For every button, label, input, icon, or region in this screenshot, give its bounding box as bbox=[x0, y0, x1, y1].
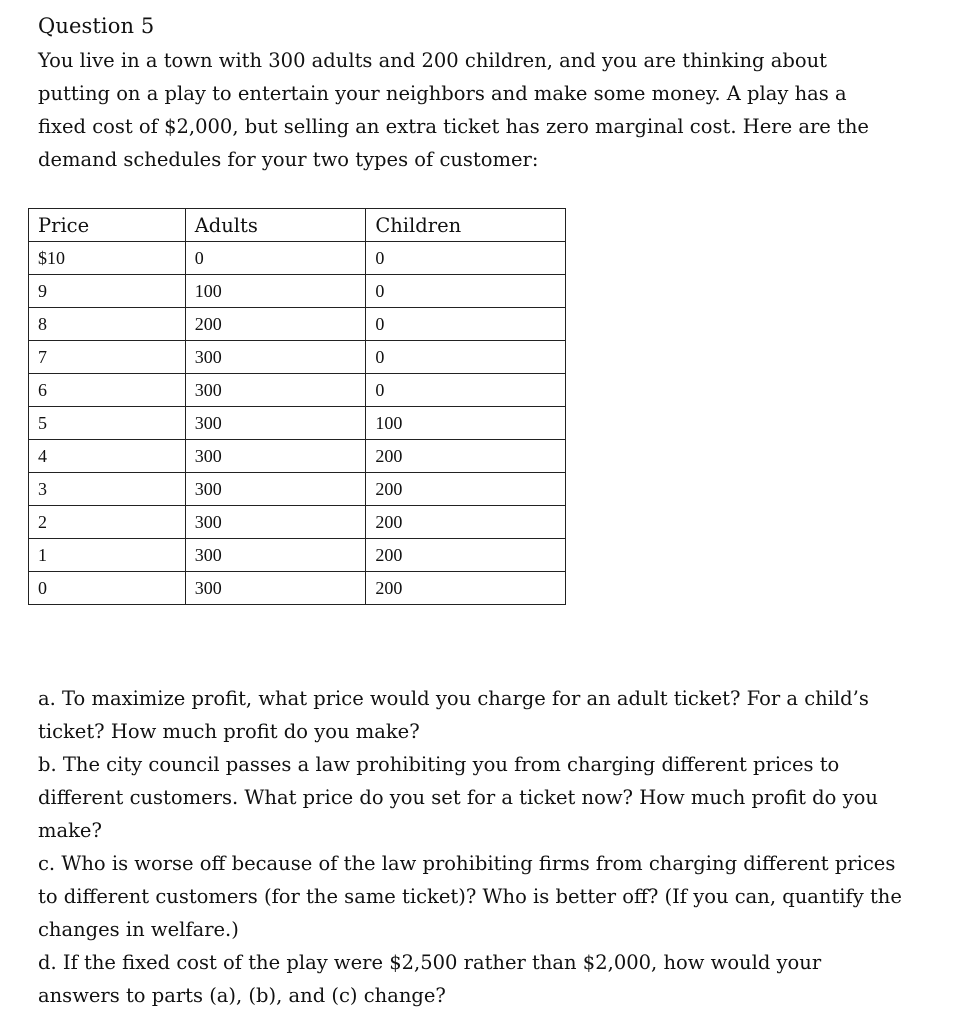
adults-cell: 0 bbox=[185, 242, 366, 275]
adults-cell: 100 bbox=[185, 275, 366, 308]
table-row bbox=[29, 572, 566, 605]
children-cell: 0 bbox=[366, 275, 566, 308]
intro-line: putting on a play to entertain your neighbors and make some money. A play has a bbox=[38, 82, 847, 105]
intro-paragraph bbox=[38, 44, 948, 176]
children-cell: 0 bbox=[366, 374, 566, 407]
question-c-line: c. Who is worse off because of the law prohibiting firms from charging different prices bbox=[38, 852, 896, 875]
intro-line: fixed cost of $2,000, but selling an extra ticket has zero marginal cost. Here are the bbox=[38, 115, 869, 138]
table-row bbox=[29, 539, 566, 572]
question-title: Question 5 bbox=[38, 14, 155, 38]
adults-cell: 300 bbox=[185, 539, 366, 572]
table-header-row bbox=[29, 209, 566, 242]
price-cell: 8 bbox=[29, 308, 186, 341]
adults-cell: 200 bbox=[185, 308, 366, 341]
adults-cell: 300 bbox=[185, 506, 366, 539]
children-cell: 0 bbox=[366, 242, 566, 275]
header-adults: Adults bbox=[185, 209, 366, 242]
question-b-line: different customers. What price do you set for a ticket now? How much profit do you bbox=[38, 786, 878, 809]
price-cell: 2 bbox=[29, 506, 186, 539]
price-cell: 5 bbox=[29, 407, 186, 440]
question-d-line: answers to parts (a), (b), and (c) change? bbox=[38, 984, 446, 1007]
table-row bbox=[29, 308, 566, 341]
table-row bbox=[29, 473, 566, 506]
price-cell: 9 bbox=[29, 275, 186, 308]
question-a-line: a. To maximize profit, what price would you charge for an adult ticket? For a child’s bbox=[38, 687, 869, 710]
price-cell: $10 bbox=[29, 242, 186, 275]
question-b-line: make? bbox=[38, 819, 102, 842]
questions-list bbox=[38, 682, 958, 1012]
adults-cell: 300 bbox=[185, 440, 366, 473]
adults-cell: 300 bbox=[185, 341, 366, 374]
children-cell: 100 bbox=[366, 407, 566, 440]
table-row bbox=[29, 440, 566, 473]
question-c-line: to different customers (for the same ticket)? Who is better off? (If you can, quantify the bbox=[38, 885, 902, 908]
adults-cell: 300 bbox=[185, 572, 366, 605]
children-cell: 200 bbox=[366, 506, 566, 539]
price-cell: 3 bbox=[29, 473, 186, 506]
adults-cell: 300 bbox=[185, 473, 366, 506]
question-a-line: ticket? How much profit do you make? bbox=[38, 720, 420, 743]
adults-cell: 300 bbox=[185, 407, 366, 440]
adults-cell: 300 bbox=[185, 374, 366, 407]
children-cell: 0 bbox=[366, 308, 566, 341]
intro-line: You live in a town with 300 adults and 200 children, and you are thinking about bbox=[38, 49, 827, 72]
table-row bbox=[29, 506, 566, 539]
price-cell: 0 bbox=[29, 572, 186, 605]
children-cell: 200 bbox=[366, 539, 566, 572]
price-cell: 6 bbox=[29, 374, 186, 407]
demand-schedule-table bbox=[28, 208, 566, 605]
table-row bbox=[29, 407, 566, 440]
header-children: Children bbox=[366, 209, 566, 242]
table-row bbox=[29, 341, 566, 374]
table-row bbox=[29, 242, 566, 275]
table-row bbox=[29, 374, 566, 407]
children-cell: 200 bbox=[366, 473, 566, 506]
table-body bbox=[29, 242, 566, 605]
price-cell: 4 bbox=[29, 440, 186, 473]
question-c-line: changes in welfare.) bbox=[38, 918, 239, 941]
intro-line: demand schedules for your two types of customer: bbox=[38, 148, 539, 171]
children-cell: 200 bbox=[366, 440, 566, 473]
price-cell: 7 bbox=[29, 341, 186, 374]
children-cell: 0 bbox=[366, 341, 566, 374]
table-row bbox=[29, 275, 566, 308]
children-cell: 200 bbox=[366, 572, 566, 605]
question-b-line: b. The city council passes a law prohibiting you from charging different prices to bbox=[38, 753, 840, 776]
price-cell: 1 bbox=[29, 539, 186, 572]
question-d-line: d. If the fixed cost of the play were $2,500 rather than $2,000, how would your bbox=[38, 951, 822, 974]
header-price: Price bbox=[29, 209, 186, 242]
